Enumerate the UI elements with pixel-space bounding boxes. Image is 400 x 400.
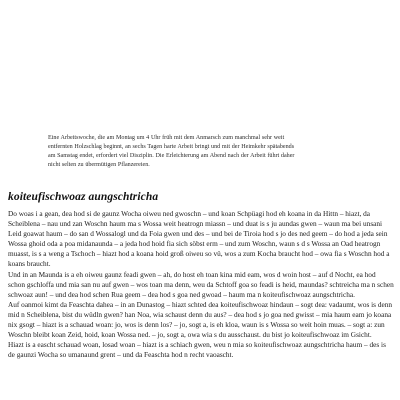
caption-line-4: nicht selten zu übermütigen Pflanzereien. xyxy=(48,161,150,168)
caption-line-2: entfernten Holzschlag beginnt, an sechs Tagen harte Arbeit bringt und mit der Heimkehr spätabends xyxy=(48,143,295,150)
section-title: koiteufischwoaz aungschtricha xyxy=(8,191,159,203)
paragraph-2: Und in an Maunda is a eh oiweu gaunz feadi gwen – ah, do host eh toan kina mid eam, wos d woin host – auf d Nocht, ea hod schon gschloffa und mia san nu auf gwen – wos toan ma denn, weu da Schtoff goa so feadi is heid, maundas? schtreicha ma n schen schwoaz aun! – und dea hod schen Rua geem – dea hod s goa ned gwoad – haum ma n koiteufischwoaz aungschtricha. xyxy=(8,269,394,299)
caption-line-3: am Samstag endet, erfordert viel Disziplin. Die Erleichterung am Abend nach der Arbeit führt daher xyxy=(48,152,295,159)
photo-caption xyxy=(48,134,360,170)
body-text xyxy=(8,209,394,360)
caption-line-1: Eine Arbeitswoche, die am Montag um 4 Uhr früh mit dem Anmarsch zum manchmal sehr weit xyxy=(48,135,285,141)
paragraph-3: Auf oanmoi kimt da Feaschta dahea – in an Dunastog – hiazt schted dea koiteufischwoaz hindaun – sogt dea: vadaumt, wos is denn mid n Scheiblena, bist du wüdln gwen? han Noa, wia schaust denn du aus? – dea hod s jo goa ned gwisst – mia haum eam jo koana nix gsogt – hiazt is a schauad woan: jo, wos is denn los? – jo, sogt a, is eh kloa, waun is s Wossa so weit hoin muas. – sogt a: zun Woschn bleibt koan Zeid, hoid, koan Wossa ned. – jo, sogt a, owa wia s du ausschaust. du bist jo koiteufischwoaz im Gsicht. xyxy=(8,299,393,340)
paragraph-4: Hiazt is a eascht schauad woan, losad woan – hiazt is a schiach gwen, weu n mia so koiteufischwoaz aungschtricha haum – des is de gaunzi Wocha so umanaund grent – und da Feaschta hod n recht vaoascht. xyxy=(8,340,386,360)
paragraph-1: Do woas i a gean, dea hod si de gaunz Wocha oiweu ned gwoschn – und koan Schpüagi hod eh koana in da Hittn – hiazt, da Scheiblena – nau und zan Woschn haum ma s Wossa weit heatrogn miassn – und duat is s ju aundas gwen – waun ma bei unsani Leid goawat haum – do san d Wossalogl und da Foia gwen und des – und bei de Tiroia hod s jo des ned geem – do hod a jeda sein Wossa ghoid oda a poa midanaunda – a jeda hod hoid fia sich söbst erm – und zum Woschn, waun s d s Wossa an Oad heatrogn muasst, is s a weng a Tschoch – hiazt hod a koana hoid groß oiweu so vü, wos a zum Kocha braucht hod – owa fia s Woschn hod a koans braucht. xyxy=(8,209,390,269)
